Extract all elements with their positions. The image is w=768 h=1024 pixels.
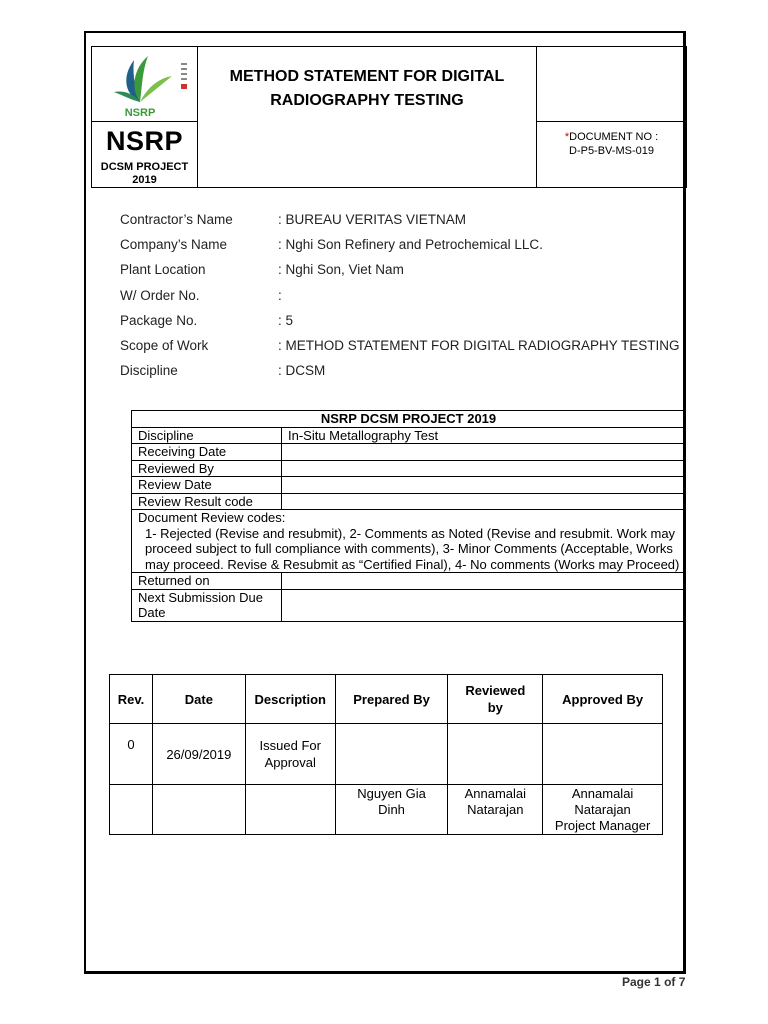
review-codes-text: 1- Rejected (Revise and resubmit), 2- Comments as Noted (Revise and resubmit. Work may proceed subject to full compliance with comments), 3- Minor Comments (Acceptable, Works may proceed. Revise & Resubmit as “Certified Final), 4- No comments (Works may Proceed): [145, 525, 680, 572]
document-number: *DOCUMENT NO : D-P5-BV-MS-019: [564, 131, 659, 157]
document-header: [91, 46, 687, 188]
review-codes-heading: Document Review codes:: [138, 510, 286, 525]
table-row: Review Result code: [132, 493, 686, 510]
contract-info-list: [120, 207, 680, 383]
table-row: Returned on: [132, 573, 686, 590]
table-row: 0 26/09/2019 Issued For Approval: [110, 724, 663, 785]
table-row: Discipline In-Situ Metallography Test: [132, 427, 686, 444]
info-row-scope: Scope of Work : METHOD STATEMENT FOR DIGITAL RADIOGRAPHY TESTING: [120, 338, 680, 354]
table-row: Next Submission Due Date: [132, 589, 686, 621]
nsrp-leaf-logo-icon: [104, 50, 176, 120]
table-row: Nguyen Gia Dinh Annamalai Natarajan Annamalai Natarajan Project Manager: [110, 785, 663, 835]
revision-header-row: Rev. Date Description Prepared By Reviewed by Approved By: [110, 675, 663, 724]
info-row-package: Package No. : 5: [120, 312, 294, 328]
document-title: METHOD STATEMENT FOR DIGITAL RADIOGRAPHY TESTING: [229, 68, 505, 109]
table-row: Receiving Date: [132, 444, 686, 461]
info-row-contractor: Contractor’s Name : BUREAU VERITAS VIETNAM: [120, 212, 467, 228]
info-row-work-order: W/ Order No. :: [120, 287, 282, 303]
logo-cell: [92, 47, 198, 188]
title-cell: [198, 47, 537, 188]
review-table-title: NSRP DCSM PROJECT 2019: [132, 411, 686, 428]
review-codes-row: [132, 510, 686, 573]
revision-table: [109, 674, 663, 835]
info-row-discipline: Discipline : DCSM: [120, 363, 326, 379]
info-row-plant: Plant Location : Nghi Son, Viet Nam: [120, 262, 404, 278]
table-row: Review Date: [132, 477, 686, 494]
logo-text: NSRP: [124, 107, 156, 119]
table-row: Reviewed By: [132, 460, 686, 477]
side-mark-icon: [181, 63, 187, 103]
page-number: Page 1 of 7: [622, 975, 686, 989]
doc-number-cell: [537, 47, 687, 188]
company-short-name: NSRP: [105, 126, 183, 156]
info-row-company: Company’s Name : Nghi Son Refinery and Petrochemical LLC.: [120, 237, 543, 253]
logo-box: [92, 47, 197, 122]
review-table: [131, 410, 686, 622]
project-label: DCSM PROJECT 2019: [100, 161, 189, 186]
